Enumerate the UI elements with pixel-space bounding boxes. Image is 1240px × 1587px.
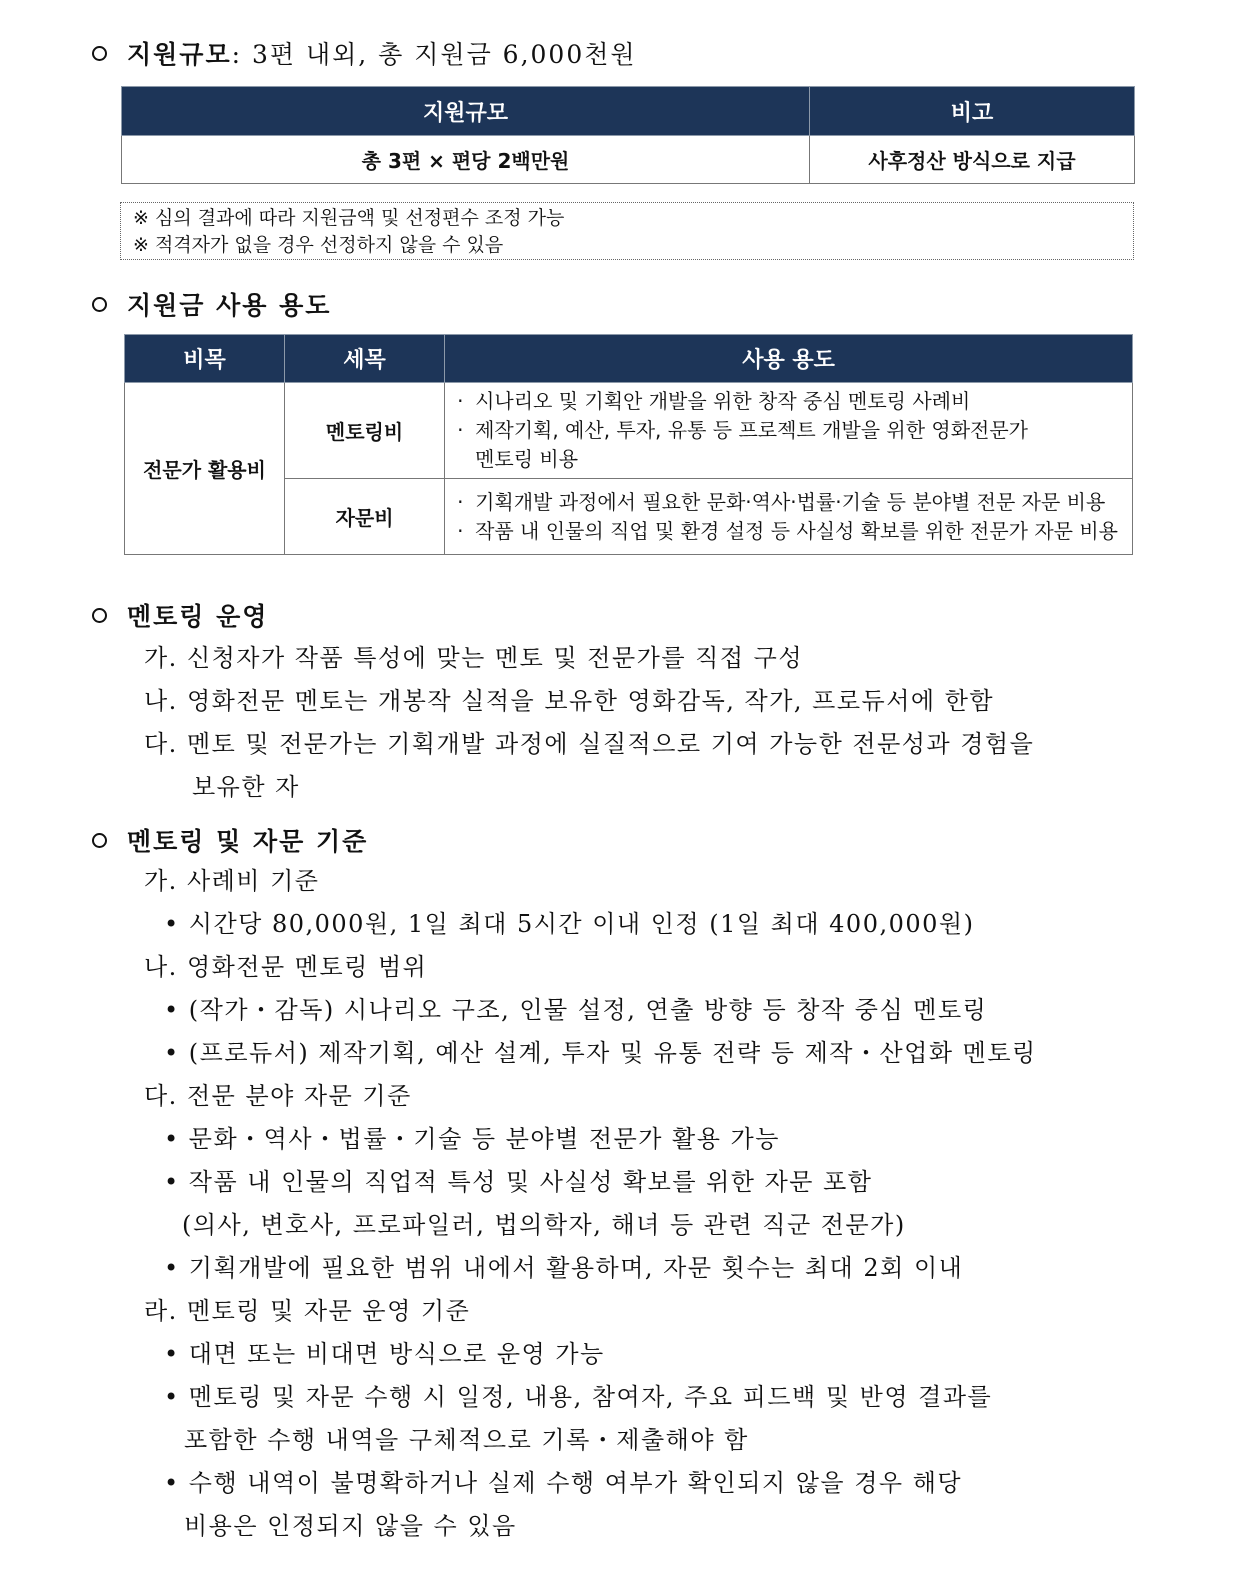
table-cell: 총 3편 × 편당 2백만원 <box>122 136 810 184</box>
table-header: 지원규모 <box>122 87 810 136</box>
mentoring-item: 나. 영화전문 멘토는 개봉작 실적을 보유한 영화감독, 작가, 프로듀서에 한함 <box>144 687 995 715</box>
usage-table <box>124 334 1133 555</box>
notes-box <box>120 202 1134 260</box>
criteria-bullet: • 수행 내역이 불명확하거나 실제 수행 여부가 확인되지 않을 경우 해당 <box>164 1469 963 1497</box>
bullet-dot-icon: · <box>457 389 464 413</box>
criteria-heading: 다. 전문 분야 자문 기준 <box>144 1082 412 1110</box>
section-title-mentoring-ops <box>92 597 268 633</box>
criteria-bullet-continuation: 비용은 인정되지 않을 수 있음 <box>184 1512 517 1540</box>
description-line: · 시나리오 및 기획안 개발을 위한 창작 중심 멘토링 사례비 <box>457 387 1118 416</box>
table-cell-description <box>445 479 1133 555</box>
table-header: 비목 <box>125 335 285 383</box>
table-header: 비고 <box>810 87 1135 136</box>
criteria-heading: 나. 영화전문 멘토링 범위 <box>144 953 428 981</box>
section-title-criteria <box>92 822 368 858</box>
table-cell-item: 멘토링비 <box>285 383 445 479</box>
table-header: 세목 <box>285 335 445 383</box>
criteria-bullet: • 시간당 80,000원, 1일 최대 5시간 이내 인정 (1일 최대 400,000원) <box>164 910 975 938</box>
note-line: ※ 심의 결과에 따라 지원금액 및 선정편수 조정 가능 <box>133 207 565 229</box>
section-title-text: 지원금 사용 용도 <box>127 291 332 320</box>
circle-bullet-icon <box>92 833 107 848</box>
criteria-heading: 가. 사례비 기준 <box>144 867 320 895</box>
bullet-dot-icon: · <box>457 418 464 442</box>
bullet-dot-icon: · <box>457 489 464 514</box>
criteria-bullet: • (작가・감독) 시나리오 구조, 인물 설정, 연출 방향 등 창작 중심 멘토링 <box>164 996 988 1024</box>
description-line: · 제작기획, 예산, 투자, 유통 등 프로젝트 개발을 위한 영화전문가 <box>457 416 1118 445</box>
bullet-dot-icon: · <box>457 518 464 543</box>
circle-bullet-icon <box>92 46 107 61</box>
criteria-bullet: • 기획개발에 필요한 범위 내에서 활용하며, 자문 횟수는 최대 2회 이내 <box>164 1254 964 1282</box>
mentoring-item-continuation: 보유한 자 <box>192 773 300 801</box>
criteria-bullet-continuation: 포함한 수행 내역을 구체적으로 기록・제출해야 함 <box>184 1426 749 1454</box>
criteria-bullet: • 작품 내 인물의 직업적 특성 및 사실성 확보를 위한 자문 포함 <box>164 1168 873 1196</box>
note-line: ※ 적격자가 없을 경우 선정하지 않을 수 있음 <box>133 234 504 256</box>
section-title-text: 멘토링 운영 <box>127 602 269 631</box>
mentoring-item: 다. 멘토 및 전문가는 기획개발 과정에 실질적으로 기여 가능한 전문성과 경험을 <box>144 730 1035 758</box>
circle-bullet-icon <box>92 297 107 312</box>
criteria-bullet: • 대면 또는 비대면 방식으로 운영 가능 <box>164 1340 605 1368</box>
description-line: · 작품 내 인물의 직업 및 환경 설정 등 사실성 확보를 위한 전문가 자문 비용 <box>457 517 1118 546</box>
table-cell-description <box>445 383 1133 479</box>
description-line: · 기획개발 과정에서 필요한 문화·역사·법률·기술 등 분야별 전문 자문 비용 <box>457 488 1118 517</box>
criteria-bullet: • 멘토링 및 자문 수행 시 일정, 내용, 참여자, 주요 피드백 및 반영 결과를 <box>164 1383 993 1411</box>
table-cell-item: 자문비 <box>285 479 445 555</box>
circle-bullet-icon <box>92 608 107 623</box>
table-cell-category: 전문가 활용비 <box>125 383 285 555</box>
table-header: 사용 용도 <box>445 335 1133 383</box>
mentoring-item: 가. 신청자가 작품 특성에 맞는 멘토 및 전문가를 직접 구성 <box>144 644 804 672</box>
description-line: 멘토링 비용 <box>475 447 579 471</box>
support-scale-table <box>121 86 1135 184</box>
criteria-bullet-continuation: (의사, 변호사, 프로파일러, 법의학자, 해녀 등 관련 직군 전문가) <box>182 1211 906 1239</box>
section-title-text: 멘토링 및 자문 기준 <box>127 827 369 856</box>
criteria-heading: 라. 멘토링 및 자문 운영 기준 <box>144 1297 471 1325</box>
criteria-bullet: • (프로듀서) 제작기획, 예산 설계, 투자 및 유통 전략 등 제작・산업화 멘토링 <box>164 1039 1037 1067</box>
section-title-support-scale <box>92 35 637 71</box>
section-title-usage <box>92 286 331 322</box>
criteria-bullet: • 문화・역사・법률・기술 등 분야별 전문가 활용 가능 <box>164 1125 780 1153</box>
table-cell: 사후정산 방식으로 지급 <box>810 136 1135 184</box>
section-title-text: 지원규모 <box>127 40 232 69</box>
section-subtitle: : 3편 내외, 총 지원금 6,000천원 <box>231 40 637 69</box>
